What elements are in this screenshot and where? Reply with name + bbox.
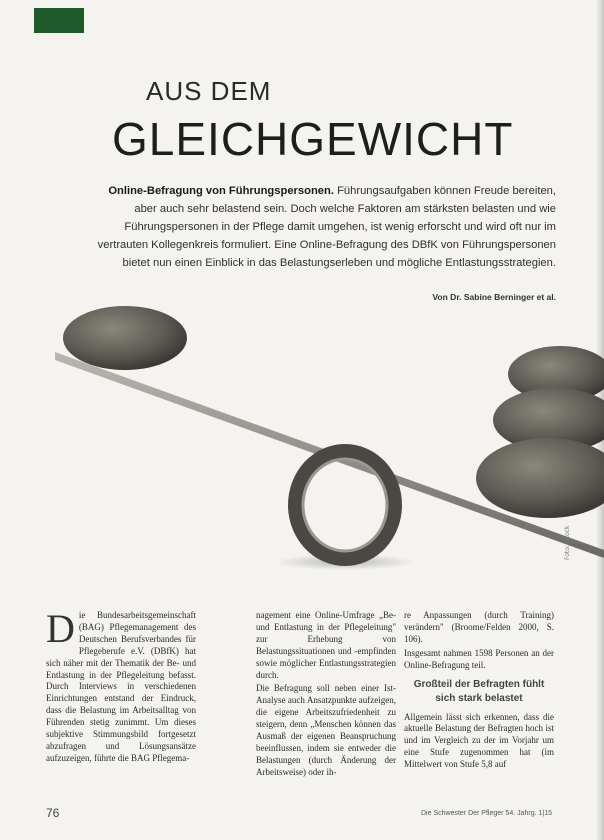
drop-cap: D [46,606,75,651]
body-column-2 [256,610,396,781]
ring-fulcrum-outer [295,451,395,559]
balance-stones-illustration [0,300,604,600]
lead-title: Online-Befragung von Führungspersonen. [108,185,334,197]
column-2-paragraph-1: nagement eine Online-Umfrage „Be- und Entlastung in der Pflegeleitung" zur Erhebung von Belastungssituationen und -empfinden sowie möglicher Entlastungsstrategien durch. [256,610,396,680]
column-3-paragraph-2: Insgesamt nahmen 1598 Personen an der Online-Befragung teil. [404,647,554,670]
column-2-paragraph-2: Die Befragung soll neben einer Ist-Analyse auch Ansatzpunkte aufzeigen, die eigene Arbeitszufriedenheit zu steigern, denn „Menschen können das Ausmaß der eigenen Beanspruchung beeinflussen, indem sie entweder die Belastungen (durch Änderung der Arbeitsweise) oder ih- [256,683,396,777]
column-3-paragraph-3: Allgemein lässt sich erkennen, dass die aktuelle Belastung der Befragten hoch ist und im Vergleich zu der im Vorjahr um eine Stufe zugenommen hat (im Mittelwert von Stufe 5,8 auf [404,711,554,770]
column-3-paragraph-1: re Anpassungen (durch Training) verändern" (Broome/Felden 2000, S. 106). [404,610,554,644]
author-byline: Von Dr. Sabine Berninger et al. [432,292,556,302]
column-1-text: ie Bundesarbeitsgemeinschaft (BAG) Pflegemanagement des Deutschen Berufsverbandes für Pflegeberufe e.V. (DBfK) hat sich näher mit der Thematik der Be- und Entlastung in der Pflegeleitung befasst. Durch Interviews in verschiedenen Einrichtungen entstand der Eindruck, dass die Belastung im Arbeitsalltag von Führenden stetig zunimmt. Um dieses subjektive Stimmungsbild fortgesetzt abzufragen und Lösungsansätze aufzuzeigen, führte die BAG Pflegema- [46,610,196,763]
page-number: 76 [46,806,60,820]
body-column-1 [46,606,196,765]
headline-kicker: AUS DEM [146,76,272,106]
body-column-3 [404,610,554,773]
page-title: GLEICHGEWICHT [112,113,514,165]
section-subheading: Großteil der Befragten fühlt sich stark belastet [413,678,545,704]
journal-footer: Die Schwester Der Pfleger 54. Jahrg. 1|15 [421,810,552,817]
left-stone [63,306,187,370]
section-color-tab [34,8,84,33]
photo-credit: Foto: istock [564,525,571,560]
ring-fulcrum-inner [303,459,387,551]
lead-text: Führungsaufgaben können Freude bereiten, aber auch sehr belastend sein. Doch welche Faktoren am stärksten belasten und wie Führungspersonen in der Pflege damit umgehen, ist wenig erforscht und wird oft nur im vertrauten Kollegenkreis formuliert. Eine Online-Befragung des DBfK von Führungspersonen bietet nun einen Einblick in das Belastungserleben und mögliche Entlastungsstrategien. [97,185,556,269]
lead-paragraph [86,182,556,272]
right-stone-bottom [476,438,604,518]
